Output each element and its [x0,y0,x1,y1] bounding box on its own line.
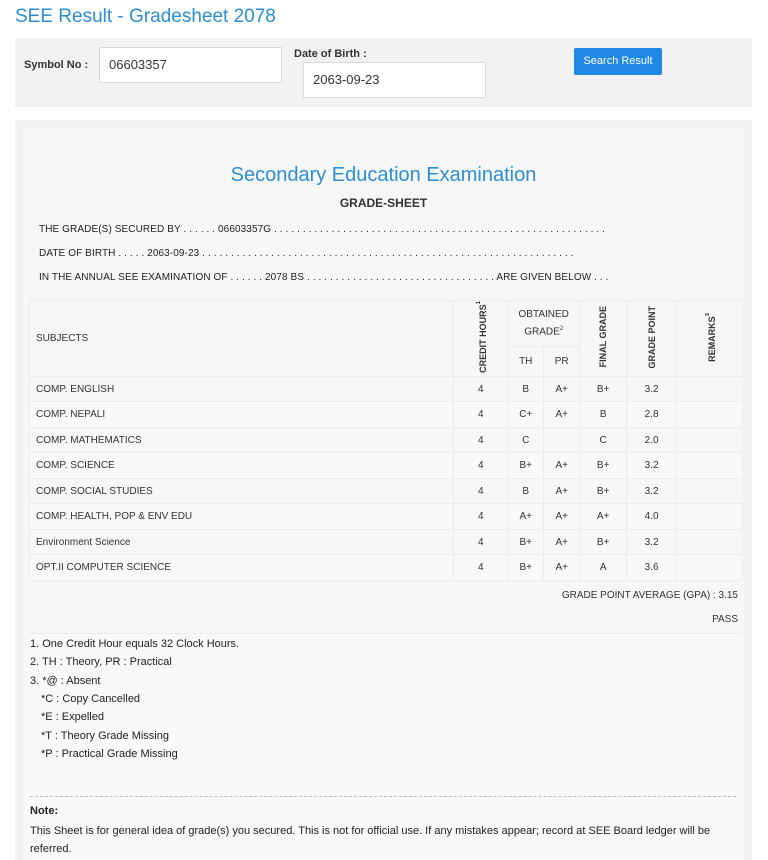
table-row [30,504,743,530]
footnote-item: 2. TH : Theory, PR : Practical [30,656,172,668]
obtained-grade-label: OBTAINED GRADE [518,309,569,338]
remarks-cell [677,504,743,530]
pr-cell: A+ [544,478,580,504]
gp-cell: 2.0 [627,427,677,453]
search-panel [15,38,752,107]
gp-cell: 2.8 [627,402,677,428]
dob-input[interactable]: 2063-09-23 [303,62,486,98]
credit-hours-label: CREDIT HOURS [477,304,488,373]
table-row [30,402,743,428]
pr-cell: A+ [544,555,580,581]
th-cell: A+ [508,504,544,530]
search-result-button[interactable]: Search Result [574,48,662,75]
credit-cell: 4 [454,504,508,530]
note-title: Note: [30,805,59,817]
grade-point-label: GRADE POINT [646,305,657,369]
credit-hours-header [454,301,508,377]
subject-cell: COMP. NEPALI [30,402,454,428]
footnote-item: 3. *@ : Absent [30,675,101,687]
gradesheet-title: GRADE-SHEET [339,196,428,210]
gp-cell: 3.2 [627,478,677,504]
footnote-item: *C : Copy Cancelled [41,693,141,705]
date-of-birth-line: DATE OF BIRTH . . . . . 2063-09-23 . . . . . . . . . . . . . . . . . . . . . . . . . . . . . . . . . . . . . . . . . . . . . . . . . . . . . . . . . . . . . . . . . [39,248,574,259]
th-cell: B+ [508,555,544,581]
final-cell: B+ [580,376,627,402]
grades-table [29,300,743,581]
subject-cell: COMP. SCIENCE [30,453,454,479]
remarks-cell [677,427,743,453]
table-row [30,478,743,504]
th-header: TH [508,347,544,376]
grade-point-header [627,301,677,377]
exam-line: IN THE ANNUAL SEE EXAMINATION OF . . . . . . 2078 BS . . . . . . . . . . . . . . . . . . . . . . . . . . . . . . . . . ARE GIVEN BELOW . . . [39,272,609,283]
symbol-no-label: Symbol No : [24,59,89,71]
final-cell: B+ [580,478,627,504]
remarks-cell [677,478,743,504]
pr-cell: A+ [544,504,580,530]
gp-cell: 3.2 [627,529,677,555]
gp-cell: 4.0 [627,504,677,530]
final-grade-header [580,301,627,377]
pr-cell: A+ [544,529,580,555]
gp-cell: 3.2 [627,376,677,402]
final-cell: A [580,555,627,581]
gpa-text: GRADE POINT AVERAGE (GPA) : 3.15 [561,590,738,601]
credit-cell: 4 [454,478,508,504]
table-row [30,529,743,555]
th-cell: C+ [508,402,544,428]
footnote-item: 1. One Credit Hour equals 32 Clock Hours. [30,638,240,650]
remarks-cell [677,453,743,479]
footnotes [29,633,743,858]
gp-cell: 3.6 [627,555,677,581]
remarks-cell [677,376,743,402]
credit-cell: 4 [454,453,508,479]
final-cell: B+ [580,453,627,479]
credit-cell: 4 [454,555,508,581]
grades-secured-line: THE GRADE(S) SECURED BY . . . . . . 06603357G . . . . . . . . . . . . . . . . . . . . . . . . . . . . . . . . . . . . . . . . . . . . . . . . . . . . . . . . . . [39,224,606,235]
th-cell: B+ [508,529,544,555]
subject-cell: COMP. ENGLISH [30,376,454,402]
credit-hours-sup: 1 [475,301,482,305]
pr-cell: A+ [544,453,580,479]
table-row [30,453,743,479]
table-row [30,555,743,581]
obtained-grade-header [508,301,580,347]
final-grade-label: FINAL GRADE [598,306,609,368]
divider [30,796,736,797]
gradesheet-container [15,120,752,860]
credit-cell: 4 [454,402,508,428]
subject-cell: COMP. HEALTH, POP & ENV EDU [30,504,454,530]
final-cell: A+ [580,504,627,530]
table-row [30,427,743,453]
credit-cell: 4 [454,427,508,453]
gp-cell: 3.2 [627,453,677,479]
remarks-cell [677,402,743,428]
footnote-item: *E : Expelled [41,711,104,723]
pr-cell: A+ [544,376,580,402]
remarks-cell [677,529,743,555]
result-status: PASS [712,614,738,625]
subject-cell: Environment Science [30,529,454,555]
exam-title: Secondary Education Examination [230,164,537,186]
page-title: SEE Result - Gradesheet 2078 [15,6,276,27]
note-text: This Sheet is for general idea of grade(s) you secured. This is not for official use. If any mistakes appear; record at SEE Board ledger will be referred. [30,825,711,855]
th-cell: C [508,427,544,453]
footnote-item: *T : Theory Grade Missing [41,730,169,742]
th-cell: B [508,478,544,504]
credit-cell: 4 [454,529,508,555]
subject-cell: COMP. SOCIAL STUDIES [30,478,454,504]
gradesheet [23,128,744,860]
footnote-item: *P : Practical Grade Missing [41,748,178,760]
table-row [30,376,743,402]
remarks-label: REMARKS [706,315,717,362]
pr-cell [544,427,580,453]
pr-cell: A+ [544,402,580,428]
symbol-no-input[interactable]: 06603357 [99,47,282,83]
pr-header: PR [544,347,580,376]
remarks-cell [677,555,743,581]
final-cell: B [580,402,627,428]
remarks-header [677,301,743,377]
th-cell: B+ [508,453,544,479]
final-cell: C [580,427,627,453]
subjects-header [30,301,454,377]
obtained-grade-sup: 2 [559,326,564,333]
subject-cell: OPT.II COMPUTER SCIENCE [30,555,454,581]
subject-cell: COMP. MATHEMATICS [30,427,454,453]
subjects-header-label: SUBJECTS [36,332,89,344]
th-cell: B [508,376,544,402]
dob-label: Date of Birth : [294,48,367,60]
remarks-sup: 3 [704,312,711,316]
final-cell: B+ [580,529,627,555]
credit-cell: 4 [454,376,508,402]
